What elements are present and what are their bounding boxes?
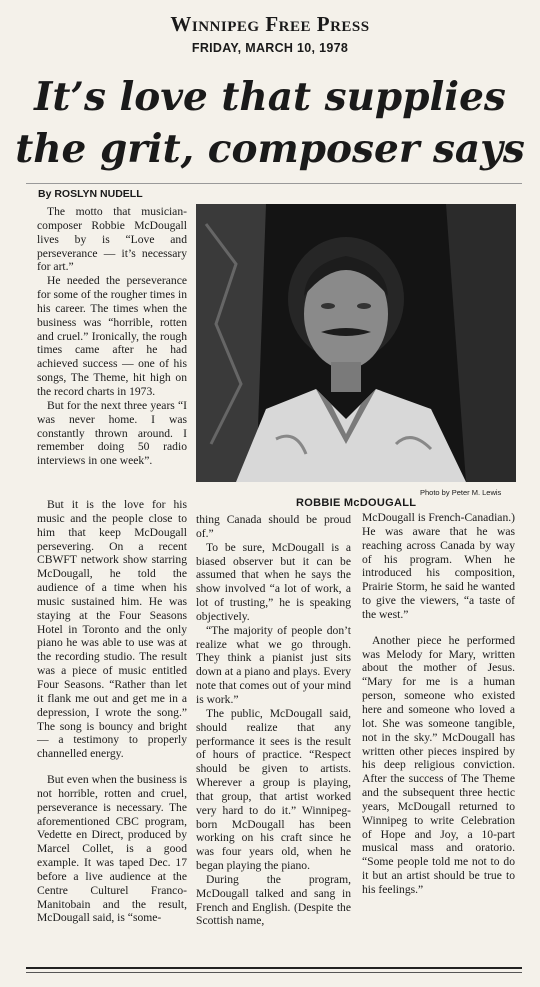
portrait-image — [196, 204, 516, 482]
paragraph: But it is the love for his music and the people close to him that keep McDougall persevering. On a recent CBWFT network show starring McDougall, he told the audience of a time when his music sustained him. He was staying at the Four Seasons Hotel in Toronto and the only piano he was able to use was at the recording studio. The result was a piece of music entitled Four Seasons. “Rather than let it flank me out and get me in a depression, I wrote the song.” The song is bouncy and bright — a testimony to properly channelled energy. — [37, 498, 187, 761]
paragraph: The public, McDougall said, should realize that any performance it sees is the result of hours of practice. “Respect should be given to artists. Wherever a group is playing, that group, that artist worked very hard to do it.” Winnipeg-born McDougall has been working on his craft since he was four years old, when he began playing the piano. — [196, 706, 351, 873]
portrait-photo — [196, 204, 516, 482]
headline-line-2: the grit, composer says — [15, 126, 525, 172]
paragraph: To be sure, McDougall is a biased observer but it can be assumed that when he says the show involved “a lot of work, a lot of trusting,” he is speaking objectively. — [196, 540, 351, 623]
article-column-2 — [196, 513, 351, 928]
newspaper-name: Winnipeg Free Press — [170, 12, 370, 36]
bottom-rule-thin — [26, 972, 522, 973]
headline-rule — [26, 183, 522, 184]
paragraph: But for the next three years “I was never home. I was constantly thrown around. I remember doing 50 radio interviews in one week”. — [37, 398, 187, 468]
article-column-1-bottom — [37, 498, 187, 925]
paragraph: But even when the business is not horrible, rotten and cruel, perseverance is necessary. The aforementioned CBC program, Vedette en Direct, produced by Marcel Collet, is a good example. It was taped Dec. 17 before a live audience at the Centre Culturel Franco-Manitobain and the result, McDougall said, is “some- — [37, 773, 187, 925]
headline-line-1: It’s love that supplies — [34, 74, 506, 120]
byline: By ROSLYN NUDELL — [38, 188, 143, 200]
paragraph: thing Canada should be proud of.” — [196, 513, 351, 540]
paragraph: During the program, McDougall talked and sang in French and English. (Despite the Scottish name, — [196, 872, 351, 928]
paragraph: “The majority of people don’t realize what we go through. They think a pianist just sits down at a piano and plays. Every note that comes out of your mind is work.” — [196, 623, 351, 706]
paragraph: He needed the perseverance for some of the rougher times in his career. The times when the business was “horrible, rotten and cruel.” Ironically, the rough times came after he had achieved success — one of his songs, The Theme, hit high on the record charts in 1973. — [37, 274, 187, 398]
paragraph: Another piece he performed was Melody for Mary, written about the mother of Jesus. “Mary for me is a human person, someone who existed here and someone who loved a lot. She was someone tangible, not in the sky.” McDougall has written other pieces inspired by his deep religious conviction. After the success of The Theme and the subsequent three hectic years, McDougall returned to Winnipeg to write Celebration of Hope and Joy, a 10-part musical mass and oratorio. “Some people told me not to do it but an artist should be true to his feelings.” — [362, 633, 515, 896]
paragraph: The motto that musician-composer Robbie McDougall lives by is “Love and perseverance — it’s necessary for art.” — [37, 205, 187, 274]
paragraph: McDougall is French-Canadian.) He was aware that he was reaching across Canada by way of his program. When he introduced his composition, Prairie Storm, he said he wanted to give the viewers, “a taste of the west.” — [362, 511, 515, 621]
bottom-rule — [26, 967, 522, 969]
article-column-3 — [362, 511, 515, 897]
article-column-1-top — [37, 205, 187, 468]
publication-date: FRIDAY, MARCH 10, 1978 — [191, 41, 349, 55]
photo-credit: Photo by Peter M. Lewis — [420, 488, 502, 497]
photo-caption: ROBBIE McDOUGALL — [296, 497, 417, 509]
